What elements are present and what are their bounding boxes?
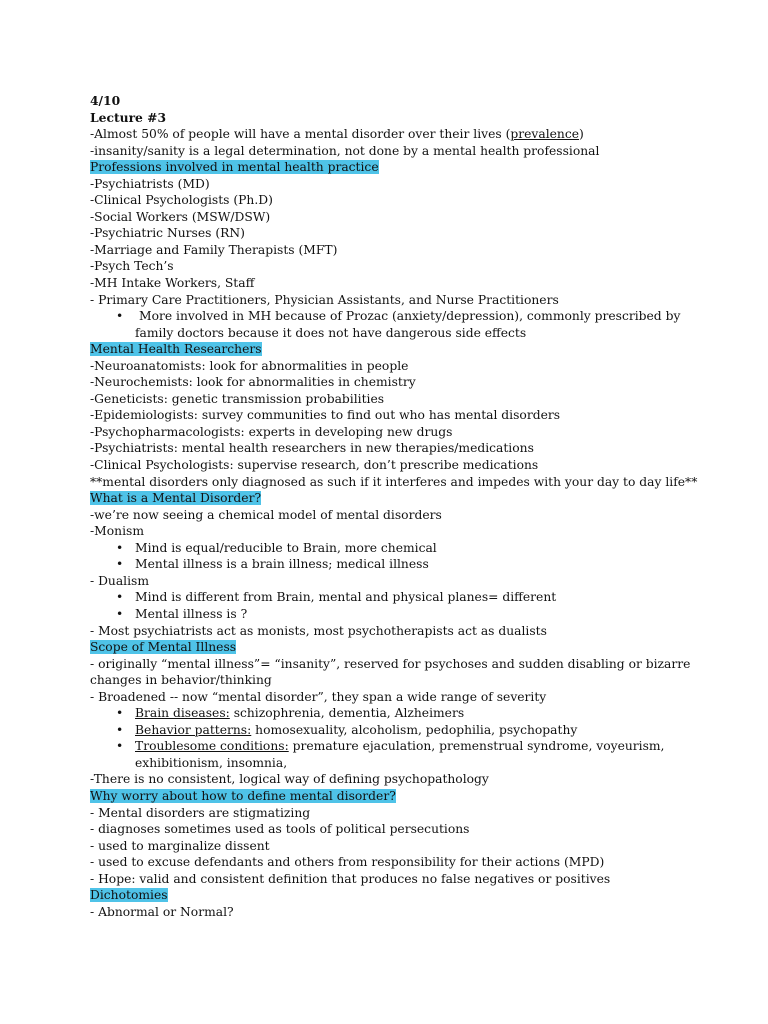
originally-line: - originally “mental illness”= “insanity”, reserved for psychoses and sudden disabling or bizarre: [90, 656, 691, 671]
researcher-item: -Geneticists: genetic transmission probabilities: [90, 391, 385, 406]
lecture-title: Lecture #3: [90, 109, 167, 125]
heading-scope: Scope of Mental Illness: [90, 640, 237, 655]
profession-item: -Psych Tech’s: [90, 259, 174, 274]
researcher-item: -Clinical Psychologists: supervise research, don’t prescribe medications: [90, 458, 539, 473]
profession-item: -Clinical Psychologists (Ph.D): [90, 193, 273, 208]
monism-label: -Monism: [90, 524, 144, 539]
bullet-icon: •: [116, 706, 124, 721]
profession-item: -MH Intake Workers, Staff: [90, 276, 255, 291]
profession-item: -Marriage and Family Therapists (MFT): [90, 242, 338, 257]
why-item: - used to excuse defendants and others from responsibility for their actions (MPD): [90, 855, 605, 870]
heading-why-worry: Why worry about how to define mental disorder?: [90, 788, 396, 803]
broadened-line: - Broadened -- now “mental disorder”, they span a wide range of severity: [90, 689, 547, 704]
heading-professions: Professions involved in mental health practice: [90, 160, 379, 175]
profession-item: -Social Workers (MSW/DSW): [90, 209, 271, 224]
lecture-date: 4/10: [90, 93, 121, 108]
bullet-item: • Mind is different from Brain, mental and physical planes= different: [116, 590, 557, 605]
bullet-icon: •: [116, 557, 124, 572]
researcher-item: -Psychiatrists: mental health researchers in new therapies/medications: [90, 441, 534, 456]
researcher-item: -Neurochemists: look for abnormalities in chemistry: [90, 375, 416, 390]
bullet-icon: •: [116, 739, 124, 754]
bullet-icon: •: [116, 590, 124, 605]
researcher-item: -Epidemiologists: survey communities to find out who has mental disorders: [90, 408, 561, 423]
bullet-icon: •: [116, 722, 124, 737]
why-item: - used to marginalize dissent: [90, 838, 270, 853]
profession-item: -Psychiatric Nurses (RN): [90, 226, 245, 241]
bullet-item: • Mind is equal/reducible to Brain, more chemical: [116, 540, 437, 555]
researcher-note: **mental disorders only diagnosed as such if it interferes and impedes with your day to day life**: [90, 474, 698, 489]
why-item: - Mental disorders are stigmatizing: [90, 805, 311, 820]
bullet-icon: •: [116, 606, 124, 621]
why-item: - Hope: valid and consistent definition that produces no false negatives or positives: [90, 871, 611, 886]
bullet-item: • Mental illness is a brain illness; medical illness: [116, 557, 429, 572]
bullet-item: • Troublesome conditions: premature ejaculation, premenstrual syndrome, voyeurism,: [116, 739, 665, 754]
bullet-continuation: family doctors because it does not have dangerous side effects: [135, 325, 527, 340]
bullet-item: • Mental illness is ?: [116, 606, 248, 621]
bullet-item: • More involved in MH because of Prozac (anxiety/depression), commonly prescribed by: [116, 309, 681, 324]
no-consistent-line: -There is no consistent, logical way of defining psychopathology: [90, 772, 489, 787]
heading-researchers: Mental Health Researchers: [90, 342, 262, 357]
monists-dualists-line: - Most psychiatrists act as monists, most psychotherapists act as dualists: [90, 623, 547, 638]
profession-item: -Psychiatrists (MD): [90, 176, 210, 191]
researcher-item: -Psychopharmacologists: experts in developing new drugs: [90, 424, 453, 439]
heading-what-is: What is a Mental Disorder?: [90, 491, 262, 506]
originally-line-cont: changes in behavior/thinking: [90, 673, 272, 688]
chemical-model-line: -we’re now seeing a chemical model of mental disorders: [90, 507, 442, 522]
dualism-label: - Dualism: [90, 573, 150, 588]
bullet-icon: •: [116, 540, 124, 555]
dichotomy-item: - Abnormal or Normal?: [90, 904, 234, 919]
bullet-item: • Brain diseases: schizophrenia, dementia, Alzheimers: [116, 706, 465, 721]
bullet-icon: •: [116, 309, 124, 324]
prevalence-term: prevalence: [510, 127, 579, 142]
heading-dichotomies: Dichotomies: [90, 888, 168, 903]
bullet-item: • Behavior patterns: homosexuality, alcoholism, pedophilia, psychopathy: [116, 722, 578, 737]
researcher-item: -Neuroanatomists: look for abnormalities in people: [90, 358, 409, 373]
bullet-continuation: exhibitionism, insomnia,: [135, 755, 288, 770]
why-item: - diagnoses sometimes used as tools of political persecutions: [90, 822, 470, 837]
prevalence-line: -Almost 50% of people will have a mental disorder over their lives (prevalence): [90, 127, 584, 142]
insanity-line: -insanity/sanity is a legal determination, not done by a mental health professional: [90, 143, 600, 158]
profession-item: - Primary Care Practitioners, Physician Assistants, and Nurse Practitioners: [90, 292, 559, 307]
